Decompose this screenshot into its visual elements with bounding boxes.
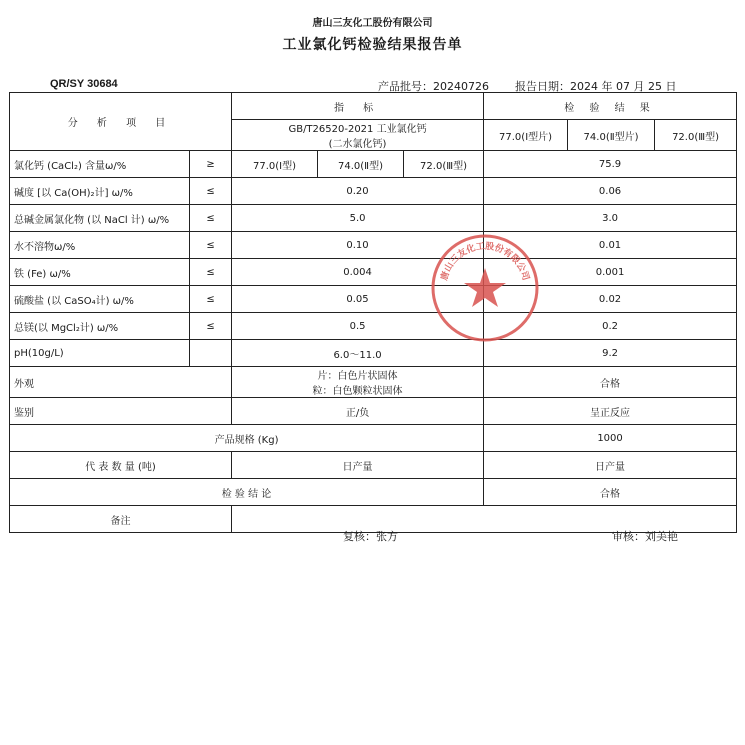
spec-standard-line2: (二水氯化钙) [328, 139, 387, 150]
table-row [10, 205, 737, 232]
size-label: 产品规格 (Kg) [10, 425, 484, 452]
row-item: 总镁(以 MgCl₂计) ω/% [10, 313, 190, 340]
row-result: 0.001 [484, 259, 737, 286]
conclusion-result: 合格 [484, 479, 737, 506]
appearance-spec-line2: 粒：白色颗粒状固体 [312, 386, 403, 397]
row-operator: ≥ [190, 151, 232, 178]
result-type-2: 74.0(Ⅱ型片) [568, 120, 655, 151]
reviewer-signature: 复核：张方 [343, 530, 398, 543]
row-spec: 0.05 [232, 286, 484, 313]
row-operator: ≤ [190, 205, 232, 232]
row-result: 0.2 [484, 313, 737, 340]
row-result: 9.2 [484, 340, 737, 367]
row-spec: 6.0～11.0 [232, 340, 484, 367]
report-title: 工业氯化钙检验结果报告单 [282, 37, 463, 53]
size-result: 1000 [484, 425, 737, 452]
results-table [9, 92, 737, 533]
size-row [10, 425, 737, 452]
seal-text: 唐山三友化工股份有限公司 [439, 241, 531, 282]
table-row [10, 286, 737, 313]
table-row [10, 340, 737, 367]
row-operator: ≤ [190, 259, 232, 286]
appearance-row [10, 367, 737, 398]
row-item: pH(10g/L) [10, 340, 190, 367]
appearance-spec [232, 367, 484, 398]
auditor-signature: 审核：刘美艳 [612, 530, 678, 543]
table-row [10, 232, 737, 259]
table-row [10, 178, 737, 205]
result-type-1: 77.0(Ⅰ型片) [484, 120, 568, 151]
row-item: 硫酸盐 (以 CaSO₄计) ω/% [10, 286, 190, 313]
quantity-spec: 日产量 [232, 452, 484, 479]
spec-standard-line1: GB/T26520-2021 工业氯化钙 [288, 124, 427, 135]
row-spec: 0.20 [232, 178, 484, 205]
row-operator: ≤ [190, 232, 232, 259]
quantity-label: 代 表 数 量 (吨) [10, 452, 232, 479]
row-spec: 0.004 [232, 259, 484, 286]
company-name: 唐山三友化工股份有限公司 [312, 18, 433, 29]
conclusion-label: 检 验 结 论 [10, 479, 484, 506]
row-item: 碱度 [以 Ca(OH)₂计] ω/% [10, 178, 190, 205]
conclusion-row [10, 479, 737, 506]
row-result: 75.9 [484, 151, 737, 178]
col-spec-header: 指 标 [232, 93, 484, 120]
identify-spec: 正/负 [232, 398, 484, 425]
identify-row [10, 398, 737, 425]
company-seal [430, 233, 540, 343]
row-item: 总碱金属氯化物 (以 NaCl 计) ω/% [10, 205, 190, 232]
row-operator [190, 340, 232, 367]
quantity-row [10, 452, 737, 479]
identify-result: 呈正反应 [484, 398, 737, 425]
row-spec: 5.0 [232, 205, 484, 232]
header-row-1 [10, 93, 737, 120]
row-result: 3.0 [484, 205, 737, 232]
appearance-label: 外观 [10, 367, 232, 398]
row-operator: ≤ [190, 313, 232, 340]
spec-standard [232, 120, 484, 151]
appearance-spec-line1: 片：白色片状固体 [317, 371, 398, 382]
batch-number: 产品批号：20240726 [378, 80, 489, 93]
row-operator: ≤ [190, 286, 232, 313]
row-result: 0.06 [484, 178, 737, 205]
col-item-header: 分 析 项 目 [10, 93, 232, 151]
row-item: 氯化钙 (CaCl₂) 含量ω/% [10, 151, 190, 178]
remarks-label: 备注 [10, 506, 232, 533]
row-spec-type2: 74.0(Ⅱ型) [318, 151, 404, 178]
row-result: 0.02 [484, 286, 737, 313]
row-spec: 0.10 [232, 232, 484, 259]
row-spec: 0.5 [232, 313, 484, 340]
row-spec-type3: 72.0(Ⅲ型) [404, 151, 484, 178]
result-type-3: 72.0(Ⅲ型) [655, 120, 737, 151]
table-row [10, 313, 737, 340]
report-date: 报告日期：2024 年 07 月 25 日 [515, 80, 677, 93]
standard-code: QR/SY 30684 [50, 78, 118, 90]
row-operator: ≤ [190, 178, 232, 205]
quantity-result: 日产量 [484, 452, 737, 479]
col-result-header: 检 验 结 果 [484, 93, 737, 120]
identify-label: 鉴别 [10, 398, 232, 425]
table-row [10, 259, 737, 286]
table-row [10, 151, 737, 178]
seal-star [464, 268, 506, 307]
row-item: 水不溶物ω/% [10, 232, 190, 259]
row-spec-type1: 77.0(Ⅰ型) [232, 151, 318, 178]
row-result: 0.01 [484, 232, 737, 259]
row-item: 铁 (Fe) ω/% [10, 259, 190, 286]
appearance-result: 合格 [484, 367, 737, 398]
